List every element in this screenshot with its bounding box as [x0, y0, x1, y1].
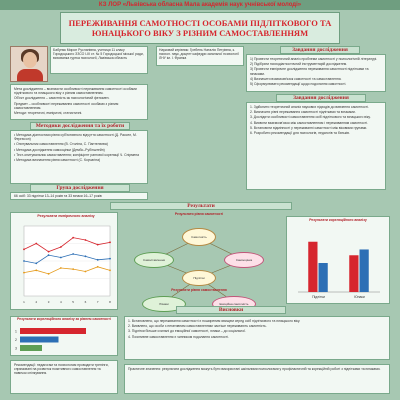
conclusions-heading: Висновки [176, 306, 286, 314]
conclusions-list: 1. Встановлено, що переживання самотності є поширеним явищем серед осіб підліткового та юнацького віку. 2. Виявлено, що особи з негативним самоставленням частіше переживають самотність. 3. Підлітки більше схильні до емоційної самотності, юнаки – до соціальної. 4. Позитивне самоставлення є чинником подолання самотності. [124, 316, 390, 360]
category-label: Підлітки [312, 295, 325, 299]
investigation-list: 1. Здійснити теоретичний аналіз наукових підходів до вивчення самотності. 2. Визначити рівні переживання самотності підлітками та юнаками. 3. Дослідити особливості самоставлення осіб підліткового та юнацького віку. 4. Виявити взаємозв'язок між самоставленням і переживанням самотності. 5. Встановити відмінності у переживанні самотності між віковими групами. 6. Розробити рекомендації для психологів, педагогів та батьків. [246, 102, 386, 190]
data-point [109, 269, 111, 271]
x-tick-label: 1 [23, 300, 25, 304]
x-tick-label: 7 [96, 300, 99, 304]
group-text: 66 осіб: 33 підлітки 13–14 років та 33 юнаки 16–17 років [10, 192, 148, 200]
data-point [35, 269, 37, 271]
method-list: • Методика діагностики рівня суб'єктивного відчуття самотності (Д. Рассел, М. Фергюсон) • Опитувальник самоставлення (В. Століна, С. Пантелєєва) • Методика дослідження самооцінки (Дембо–Рубінштейн) • Тест-опитувальник самоставлення; коефіцієнт рангової кореляції Ч. Спірмена • Методика визначення рівня самотності (С. Корчагіна) [10, 130, 148, 184]
poster-title: ПЕРЕЖИВАННЯ САМОТНОСТІ ОСОБАМИ ПІДЛІТКОВОГО ТА ЮНАЦЬКОГО ВІКУ З РІЗНИМ САМОСТАВЛЕННЯМ [60, 12, 340, 44]
line-chart [14, 222, 114, 306]
data-point [109, 241, 111, 243]
bar [360, 249, 369, 292]
results-heading: Результати [110, 202, 292, 210]
category-label: 1 [15, 329, 17, 334]
investigation-heading: Завдання дослідження [276, 94, 366, 102]
bar [349, 255, 358, 292]
data-point [85, 255, 87, 257]
category-label: 2 [15, 338, 17, 342]
supervisor-info: Науковий керівник: Гребень Наталія Петрівна, к. психол. наук, доцент кафедри загальної психології ЛНУ ім. І. Франка [156, 46, 244, 66]
diagram-title-2: Результати рівня самоставлення [171, 288, 227, 292]
bubble-loneliness: Самотність [182, 228, 216, 246]
x-tick-label: 8 [109, 300, 111, 304]
diagram-title: Результати рівня самотності [174, 212, 224, 216]
research-intro: Мета дослідження – визначити особливості переживання самотності особами підліткового та юнацького віку з різним самоставленням. Об'єкт дослідження – самотність як психологічний феномен. Предмет – особливості переживання самотності особами з різним самоставленням. Методи: теоретичні, емпіричні, статистичні. [10, 84, 148, 120]
data-point [97, 244, 99, 246]
horizontal-bar-chart [14, 326, 114, 354]
data-point [97, 266, 99, 268]
data-point [35, 243, 37, 245]
data-point [85, 239, 87, 241]
right-bar-chart [292, 232, 384, 300]
bubble-youth: Юнаки [142, 296, 186, 312]
organization-name: КЗ ЛОР «Львівська обласна Мала академія наук учнівської молоді» [98, 2, 302, 8]
data-point [23, 248, 25, 250]
x-tick-label: 6 [84, 300, 87, 304]
data-point [48, 273, 50, 275]
x-tick-label: 3 [47, 300, 50, 304]
data-point [48, 254, 50, 256]
data-point [60, 267, 62, 269]
tasks-list: 1) Провести теоретичний аналіз проблеми самотності у психологічній літературі. 2) Підібрати психодіагностичний інструментарій дослідження. 3) Провести емпіричне дослідження переживання самотності підлітками та юнаками. 4) Визначити взаємозв'язок самотності та самоставлення. 5) Сформулювати рекомендації щодо подолання самотності. [246, 54, 386, 92]
data-point [72, 237, 74, 239]
bar-chart-title: Результати кореляційного аналізу за рівнем самотності [17, 317, 111, 321]
bubble-emotional-loneliness: Емоційна самотність [212, 296, 256, 312]
author-photo [10, 46, 48, 82]
category-label: Юнаки [354, 295, 365, 299]
data-point [97, 259, 99, 261]
data-point [35, 262, 37, 264]
bubble-self-attitude: Самоставлення [134, 252, 174, 268]
data-point [60, 257, 62, 259]
data-point [72, 253, 74, 255]
bubble-self-esteem: Самооцінка [224, 252, 264, 268]
group-heading: Група дослідження [30, 184, 130, 192]
x-tick-label: 2 [35, 300, 38, 304]
bar [319, 263, 328, 292]
author-info: Бабуняк Мирон Русланівна, учениця 11 класу Городоцького ЗЗСО І-ІІІ ст. № 5 Городоцької міської ради, вихованка гуртка психології, Львівська область [50, 46, 148, 74]
bar [308, 242, 317, 292]
category-label: 3 [15, 346, 17, 351]
line-chart-title: Результати емпіричного аналізу [37, 214, 95, 218]
bar [20, 328, 86, 334]
data-point [23, 272, 25, 274]
bubble-teens: Підлітки [182, 270, 216, 286]
tasks-heading: Завдання дослідження [280, 46, 360, 54]
right-chart-title: Результати кореляційного аналізу [309, 218, 367, 222]
results-diagram [124, 210, 274, 320]
x-tick-label: 4 [60, 300, 62, 304]
data-point [72, 268, 74, 270]
data-point [85, 271, 87, 273]
x-tick-label: 5 [72, 300, 74, 304]
bar [20, 337, 59, 343]
data-point [48, 251, 50, 253]
bar [20, 345, 42, 351]
recommendations: Рекомендації: педагогам та психологам проводити тренінги, спрямовані на розвиток позитивного самоставлення та навичок спілкування. [10, 360, 118, 394]
data-point [23, 260, 25, 262]
data-point [60, 246, 62, 248]
practical-significance: Практичне значення: результати дослідження можуть бути використані шкільними психологами у профілактичній та корекційній роботі з підлітками та юнаками. [124, 364, 390, 394]
method-heading: Методики дослідження та їх роботи [30, 122, 130, 130]
data-point [109, 258, 111, 260]
